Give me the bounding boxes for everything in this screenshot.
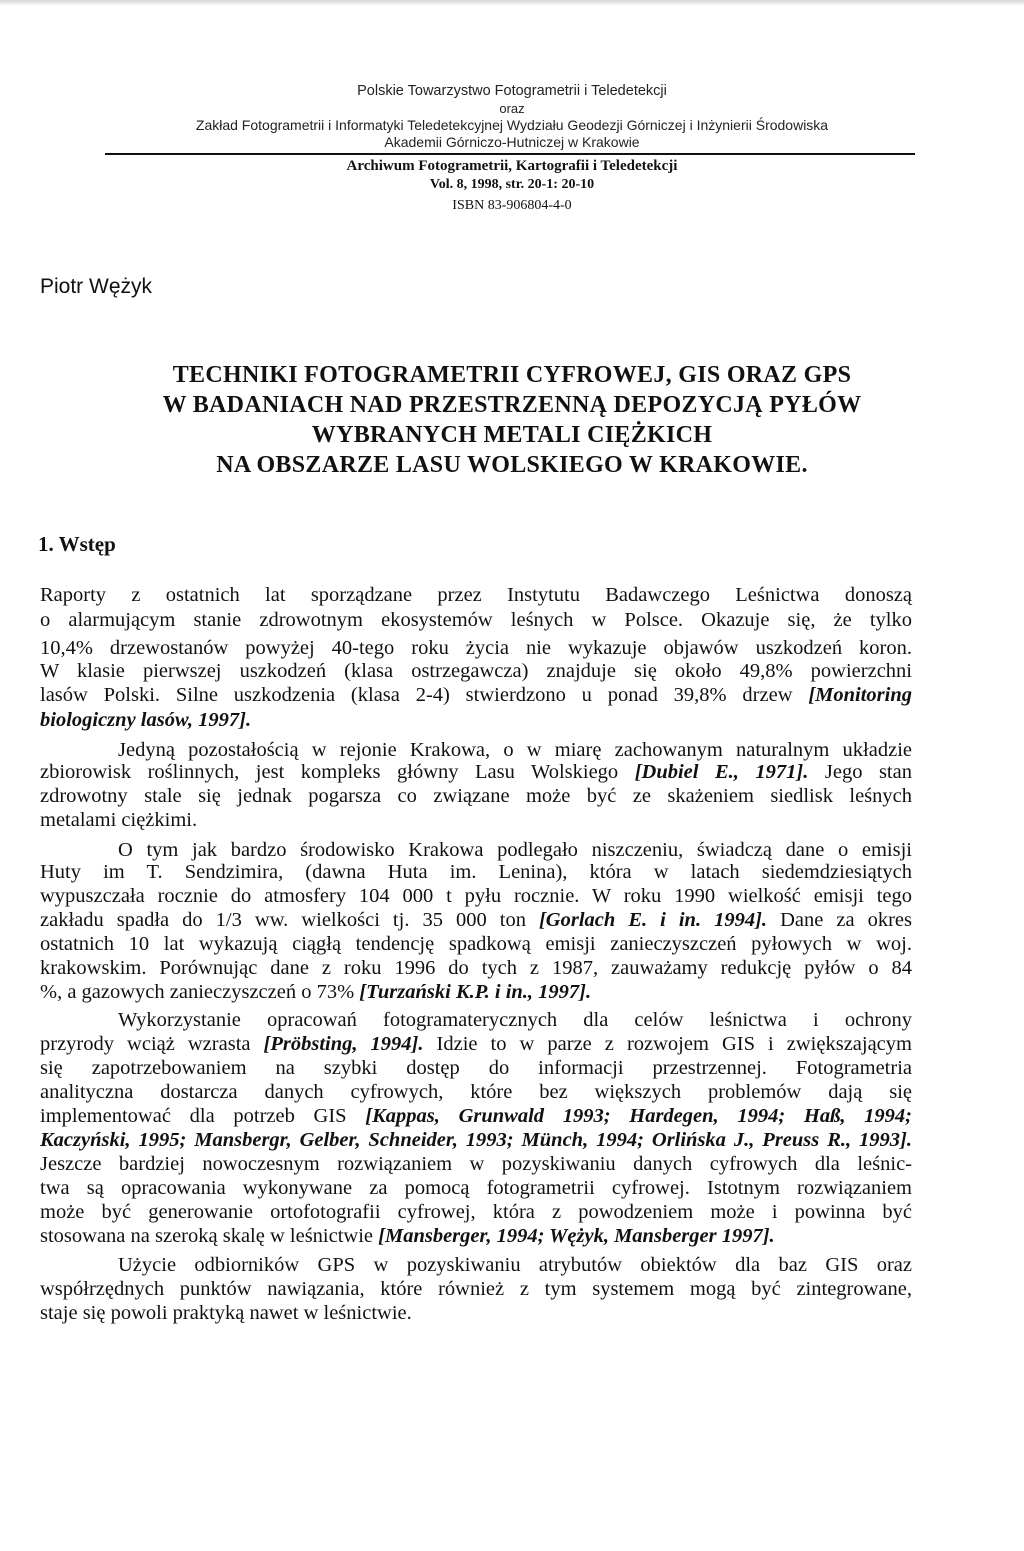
text-run: O tym jak bardzo środowisko Krakowa podlegało niszczeniu, świadczą dane o emisji <box>118 839 912 861</box>
paragraph-line <box>40 1176 912 1200</box>
paragraph-line <box>40 1224 912 1248</box>
paragraph-line <box>40 683 912 707</box>
conjunction: oraz <box>499 101 525 116</box>
text-run: Jedyną pozostałością w rejonie Krakowa, o w miarę zachowanym naturalnym układzie <box>118 739 912 761</box>
text-run: zbiorowisk roślinnych, jest kompleks główny Lasu Wolskiego <box>40 761 635 783</box>
text-run: lasów Polski. Silne uszkodzenia (klasa 2-4) stwierdzono u ponad 39,8% drzew <box>40 684 809 706</box>
text-run: Raporty z ostatnich lat sporządzane przez Instytutu Badawczego Leśnictwa donoszą <box>40 584 912 606</box>
text-run: krakowskim. Porównując dane z roku 1996 do tych z 1987, zauważamy redukcję pyłów o 84 <box>40 957 912 979</box>
journal-name: Archiwum Fotogrametrii, Kartografii i Teledetekcji <box>346 158 678 174</box>
isbn: ISBN 83-906804-4-0 <box>452 198 572 213</box>
scan-edge <box>0 0 1024 6</box>
title-line: WYBRANYCH METALI CIĘŻKICH <box>311 422 713 448</box>
paragraph-line <box>40 708 912 732</box>
citation: [Pröbsting, 1994]. <box>263 1033 424 1055</box>
text-run: zakładu spadła do 1/3 ww. wielkości tj. 35 000 ton <box>40 909 539 931</box>
citation-wrap <box>539 909 767 931</box>
citation-wrap <box>359 981 591 1003</box>
title-line: NA OBSZARZE LASU WOLSKIEGO W KRAKOWIE. <box>216 452 808 478</box>
paragraph-line <box>40 1056 912 1080</box>
citation: [Monitoring <box>808 684 912 706</box>
text-run: Jego stan <box>808 761 912 783</box>
paragraph-line <box>40 980 912 1004</box>
text-run: stosowana na szeroką skalę w leśnictwie <box>40 1225 379 1247</box>
citation-wrap <box>635 761 809 783</box>
paragraph-line <box>118 738 912 762</box>
paragraph-line <box>40 884 912 908</box>
paragraph-line <box>40 659 912 683</box>
text-run: współrzędnych punktów nawiązania, które również z tym systemem mogą być zintegrowane, <box>40 1278 912 1300</box>
citation-wrap <box>40 1129 912 1151</box>
text-run: analityczna dostarcza danych cyfrowych, które bez większych problemów dają się <box>40 1081 912 1103</box>
text-run: implementować dla potrzeb GIS <box>40 1105 366 1127</box>
paragraph-line <box>40 908 912 932</box>
paragraph-line <box>40 1152 912 1176</box>
paragraph-line <box>40 932 912 956</box>
text-run: %, a gazowych zanieczyszczeń o 73% <box>40 981 360 1003</box>
text-run: metalami ciężkimi. <box>40 809 198 831</box>
paragraph-line <box>40 1080 912 1104</box>
volume-info: Vol. 8, 1998, str. 20-1: 20-10 <box>429 177 595 192</box>
text-run: Dane za okres <box>767 909 912 931</box>
text-run: się zapotrzebowaniem na szybki dostęp do informacji przestrzennej. Fotogrametria <box>40 1057 912 1079</box>
text-run: zdrowotny stale się jednak pogarsza co związane może być ze skażeniem siedlisk leśnych <box>40 785 912 807</box>
citation: [Turzański K.P. i in., 1997]. <box>359 981 592 1003</box>
text-run: Huty im T. Sendzimira, (dawna Huta im. Lenina), która w latach siedemdziesiątych <box>40 861 912 883</box>
society-name: Polskie Towarzystwo Fotogrametrii i Teledetekcji <box>357 83 667 99</box>
paragraph-line <box>118 1253 912 1277</box>
text-run: Jeszcze bardziej nowoczesnym rozwiązaniem w pozyskiwaniu danych cyfrowych dla leśnic- <box>40 1153 912 1175</box>
text-run: staje się powoli praktyką nawet w leśnictwie. <box>40 1302 412 1324</box>
text-run: wypuszczała rocznie do atmosfery 104 000 t pyłu rocznie. W roku 1990 wielkość emisji tego <box>40 885 912 907</box>
text-run: może być generowanie ortofotografii cyfrowej, która z powodzeniem może i powinna być <box>40 1201 912 1223</box>
text-run: W klasie pierwszej uszkodzeń (klasa ostrzegawcza) znajduje się około 49,8% powierzchni <box>40 660 912 682</box>
paragraph-line <box>40 1104 912 1128</box>
paragraph-line <box>40 1277 912 1301</box>
text-run: twa są opracowania wykonywane za pomocą fotogrametrii cyfrowej. Istotnym rozwiązaniem <box>40 1177 912 1199</box>
text-run: Użycie odbiorników GPS w pozyskiwaniu atrybutów obiektów dla baz GIS oraz <box>118 1254 912 1276</box>
author-name: Piotr Wężyk <box>40 275 153 298</box>
paragraph-line <box>40 1128 912 1152</box>
citation: [Gorlach E. i in. 1994]. <box>538 909 768 931</box>
text-run: 10,4% drzewostanów powyżej 40-tego roku życia nie wykazuje objawów uszkodzeń koron. <box>40 637 912 659</box>
paragraph-line <box>40 1200 912 1224</box>
paragraph-line <box>118 838 912 862</box>
citation: Kaczyński, 1995; Mansbergr, Gelber, Schneider, 1993; Münch, 1994; Orlińska J., Preuss R., 1993]. <box>40 1129 912 1151</box>
paragraph-line <box>40 784 912 808</box>
section-heading: 1. Wstęp <box>38 532 116 556</box>
paragraph-line <box>118 1008 912 1032</box>
academy-name: Akademii Górniczo-Hutniczej w Krakowie <box>384 134 640 150</box>
text-run: ostatnich 10 lat wykazują ciągłą tendencję spadkową emisji zanieczyszczeń pyłowych w woj. <box>40 933 912 955</box>
paragraph-line <box>40 583 912 607</box>
citation-wrap <box>40 709 251 731</box>
paragraph-line <box>40 1301 912 1325</box>
department-name: Zakład Fotogrametrii i Informatyki Teledetekcyjnej Wydziału Geodezji Górniczej i Inżynierii Środowiska <box>195 117 829 133</box>
paragraph-line <box>40 1032 912 1056</box>
paragraph-line <box>40 808 912 832</box>
text-run: o alarmującym stanie zdrowotnym ekosystemów leśnych w Polsce. Okazuje się, że tylko <box>40 609 912 631</box>
paragraph-line <box>40 636 912 660</box>
paragraph-line <box>40 760 912 784</box>
citation-wrap <box>264 1033 424 1055</box>
title-line: TECHNIKI FOTOGRAMETRII CYFROWEJ, GIS ORAZ GPS <box>172 362 852 388</box>
text-run: Wykorzystanie opracowań fotogramaterycznych dla celów leśnictwa i ochrony <box>118 1009 912 1031</box>
citation: [Mansberger, 1994; Wężyk, Mansberger 1997]. <box>378 1225 775 1247</box>
citation: [Kappas, Grunwald 1993; Hardegen, 1994; Haß, 1994; <box>365 1105 912 1127</box>
paragraph-line <box>40 608 912 632</box>
citation-wrap <box>365 1105 912 1127</box>
title-line: W BADANIACH NAD PRZESTRZENNĄ DEPOZYCJĄ PYŁÓW <box>162 392 862 418</box>
text-run: Idzie to w parze z rozwojem GIS i zwiększającym <box>423 1033 912 1055</box>
paragraph-line <box>40 860 912 884</box>
paragraph-line <box>40 956 912 980</box>
header-rule <box>105 153 915 155</box>
citation-wrap <box>378 1225 775 1247</box>
citation-wrap <box>808 684 912 706</box>
text-run: przyrody wciąż wzrasta <box>40 1033 264 1055</box>
citation: biologiczny lasów, 1997]. <box>40 709 252 731</box>
citation: [Dubiel E., 1971]. <box>634 761 809 783</box>
